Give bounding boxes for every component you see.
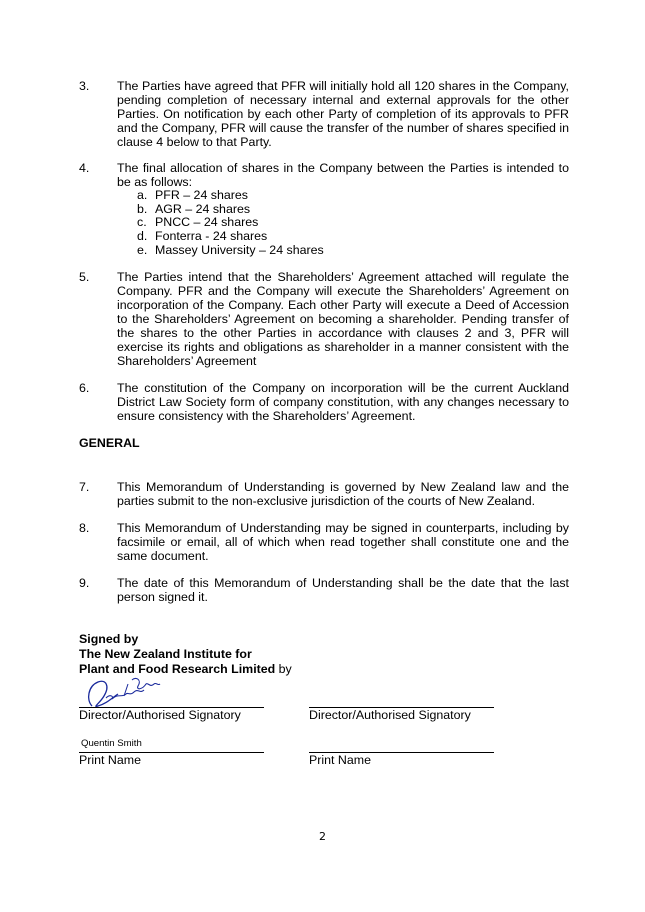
signatory-caption-right: Director/Authorised Signatory — [309, 708, 471, 722]
clause-7 — [79, 480, 569, 508]
clause-text: This Memorandum of Understanding is governed by New Zealand law and the parties submit to the non-exclusive jurisdiction of the courts of New Zealand. — [117, 480, 569, 508]
clause-number: 7. — [79, 480, 90, 494]
list-item: e. Massey University – 24 shares — [137, 242, 324, 257]
signing-entity-line2: Plant and Food Research Limited by — [79, 662, 292, 676]
clause-text: The Parties have agreed that PFR will initially hold all 120 shares in the Company, pending completion of necessary internal and external approvals for the other Parties. On notification by each other Party of completion of its approvals to PFR and the Company, PFR will cause the transfer of the number of shares specified in clause 4 below to that Party. — [117, 79, 569, 149]
print-name-caption-left: Print Name — [79, 753, 141, 767]
clause-number: 6. — [79, 381, 90, 395]
clause-3 — [79, 79, 569, 149]
section-heading-general: GENERAL — [79, 436, 140, 450]
clause-9 — [79, 576, 569, 604]
clause-6 — [79, 381, 569, 423]
clause-5 — [79, 270, 569, 368]
page-number: 2 — [319, 830, 326, 843]
print-name-caption-right: Print Name — [309, 753, 371, 767]
signatory-caption-left: Director/Authorised Signatory — [79, 708, 241, 722]
clause-number: 5. — [79, 270, 90, 284]
signing-entity-line1: The New Zealand Institute for — [79, 647, 252, 661]
clause-text: The Parties intend that the Shareholders’ Agreement attached will regulate the Company. PFR and the Company will execute the Shareholders’ Agreement on incorporation of the Company. Each other Party will execute a Deed of Accession to the Shareholders’ Agreement on becoming a shareholder. Pending transfer of the shares to the other Parties in accordance with clauses 2 and 3, PFR will exercise its rights and obligations as shareholder in a manner consistent with the Shareholders’ Agreement — [117, 270, 569, 368]
printed-name-value: Quentin Smith — [81, 738, 142, 749]
clause-4 — [79, 161, 569, 258]
clause-intro: The final allocation of shares in the Company between the Parties is intended to be as follows: — [117, 161, 569, 189]
share-allocation-list — [137, 189, 569, 258]
signed-by-label: Signed by — [79, 632, 139, 646]
clause-number: 8. — [79, 521, 90, 535]
list-item: a. PFR – 24 shares — [137, 188, 248, 202]
clause-text: This Memorandum of Understanding may be signed in counterparts, including by facsimile or email, all of which when read together shall constitute one and the same document. — [117, 521, 569, 563]
list-item: c. PNCC – 24 shares — [137, 215, 259, 230]
signing-block — [79, 632, 292, 677]
list-item: b. AGR – 24 shares — [137, 201, 251, 216]
clause-number: 4. — [79, 161, 90, 175]
clause-number: 9. — [79, 576, 90, 590]
clause-8 — [79, 521, 569, 563]
clause-text: The date of this Memorandum of Understanding shall be the date that the last person signed it. — [117, 576, 569, 604]
clause-number: 3. — [79, 79, 90, 93]
list-item: d. Fonterra - 24 shares — [137, 229, 268, 244]
clause-text: The constitution of the Company on incorporation will be the current Auckland District Law Society form of company constitution, with any changes necessary to ensure consistency with the Shareholders’ Agreement. — [117, 381, 569, 423]
clause-text — [117, 161, 569, 258]
